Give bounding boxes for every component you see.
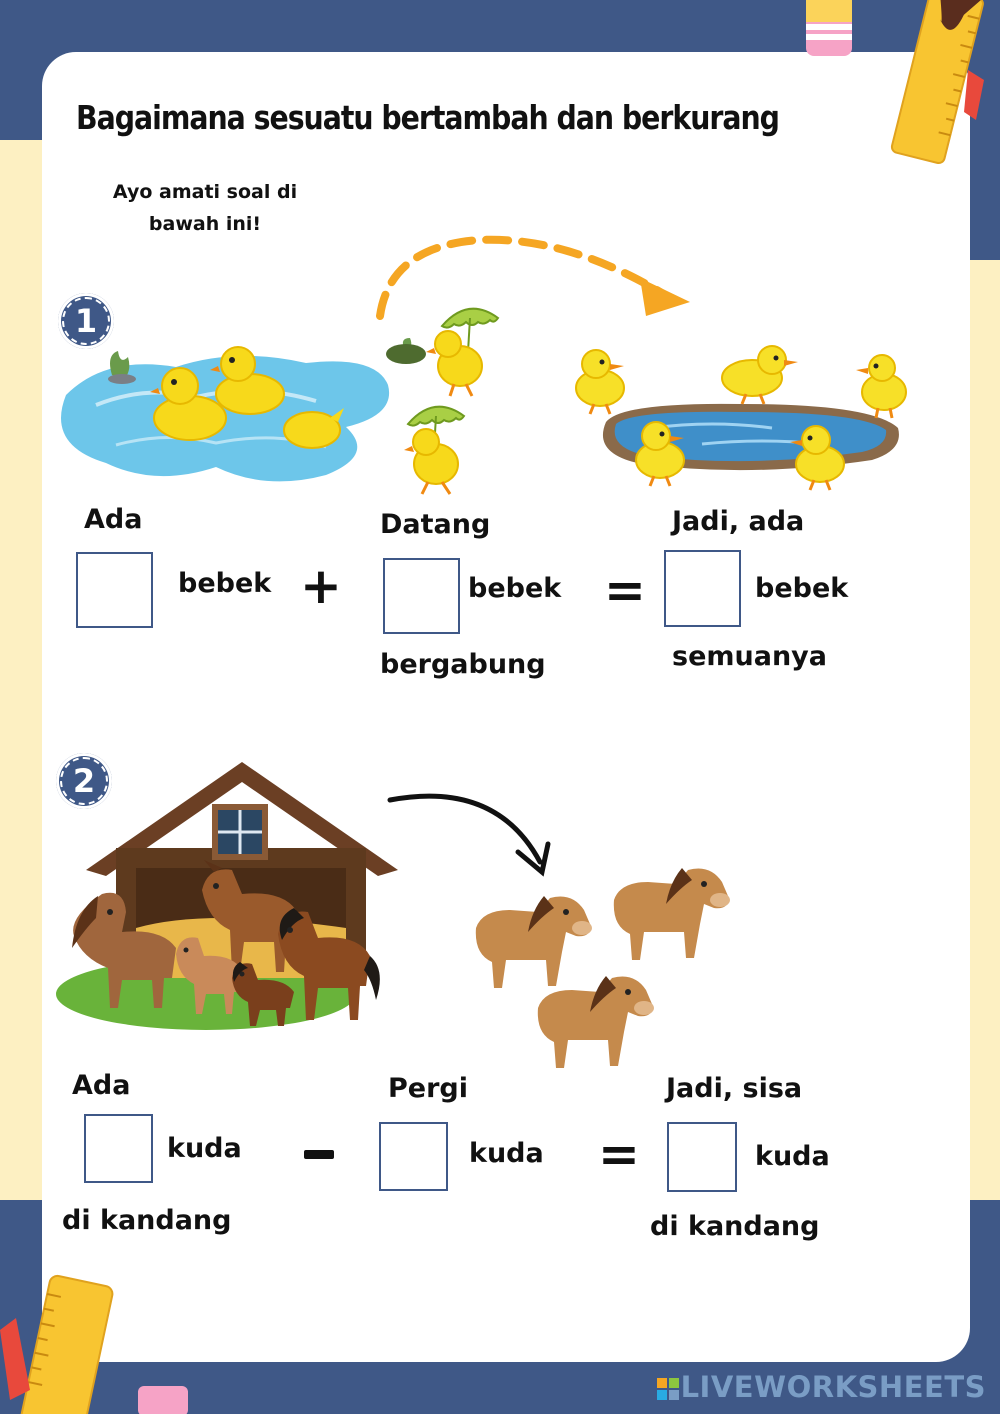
horse-icon [528,968,658,1084]
p2-result-unit: kuda [755,1141,830,1172]
duck-icon [716,340,800,406]
p1-result-label: Jadi, ada [672,506,805,537]
p1-result-unit: bebek [755,573,849,604]
p1-start-label: Ada [84,504,143,535]
p2-start-unit: kuda [167,1133,242,1164]
p1-equals-operator: = [604,561,646,619]
liveworksheets-logo [657,1370,986,1404]
p2-leave-answer-box[interactable] [379,1122,448,1191]
problem-2-badge: 2 [56,753,112,809]
p1-join-after: bergabung [380,649,546,680]
duck-icon [628,416,690,488]
horse-icon [226,958,302,1028]
p1-plus-operator: + [300,557,342,615]
p1-start-answer-box[interactable] [76,552,153,628]
p1-join-unit: bebek [468,573,562,604]
arrow-icon [370,226,700,326]
logo-grid-icon [657,1378,679,1400]
p1-join-label: Datang [380,509,491,540]
p2-leave-label: Pergi [388,1073,468,1104]
p1-result-after: semuanya [672,641,827,672]
duck-icon [208,340,288,420]
p2-result-after: di kandang [650,1211,820,1242]
p2-result-answer-box[interactable] [667,1122,737,1192]
duck-icon [788,420,850,492]
p1-join-answer-box[interactable] [383,558,460,634]
p2-start-answer-box[interactable] [84,1114,153,1183]
duck-icon [566,346,630,416]
p2-minus-operator [304,1150,334,1159]
page-title: Bagaimana sesuatu bertambah dan berkurang [76,98,779,137]
p2-leave-unit: kuda [469,1138,544,1169]
pencil-icon [0,1270,200,1414]
arrow-icon [386,786,558,878]
horse-icon [62,888,182,1014]
eraser-icon [800,0,860,62]
umbrella-duck-icon [398,398,478,496]
instruction-text: Ayo amati soal di bawah ini! [112,181,298,235]
p1-result-answer-box[interactable] [664,550,741,627]
p2-equals-operator: = [598,1125,640,1183]
p1-start-unit: bebek [178,568,272,599]
logo-text: LIVEWORKSHEETS [680,1370,986,1404]
duck-icon [280,398,350,450]
horse-icon [604,860,734,976]
p2-start-after: di kandang [62,1205,232,1236]
problem-1-badge: 1 [58,293,114,349]
ruler-icon [880,0,990,170]
p2-start-label: Ada [72,1070,131,1101]
duck-icon [856,350,912,420]
p2-result-label: Jadi, sisa [666,1073,803,1104]
